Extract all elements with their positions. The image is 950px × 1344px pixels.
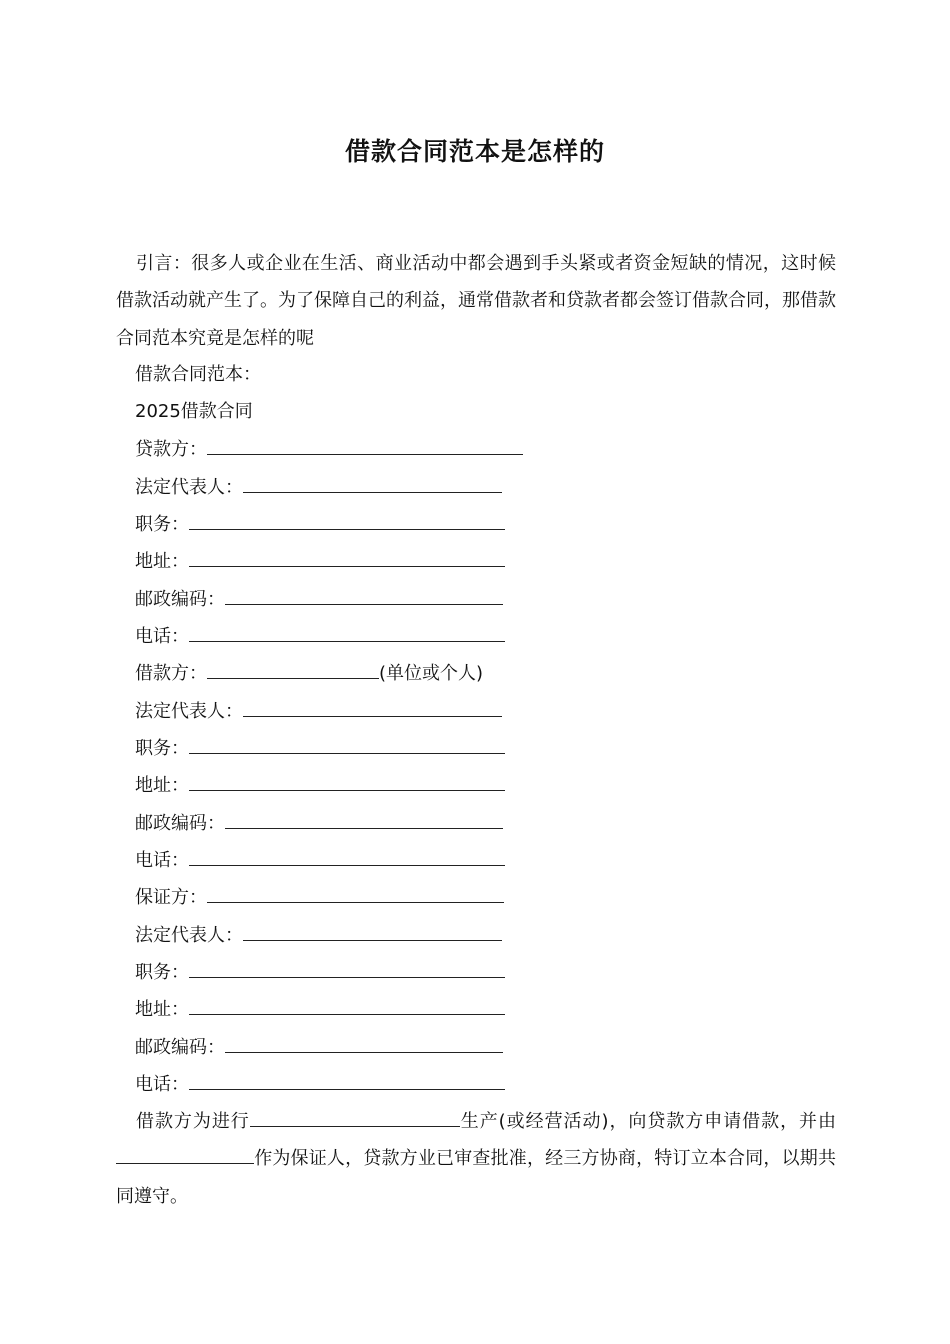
field-label: 邮政编码： bbox=[135, 813, 225, 834]
section-label: 借款合同范本： bbox=[135, 364, 261, 385]
contract-title: 2025借款合同 bbox=[135, 401, 253, 422]
field-row bbox=[135, 472, 502, 503]
fill-blank[interactable] bbox=[225, 1032, 503, 1053]
closing-paragraph bbox=[116, 1103, 836, 1215]
fill-blank[interactable] bbox=[207, 658, 379, 679]
field-row bbox=[135, 957, 505, 988]
field-label: 保证方： bbox=[135, 887, 207, 908]
intro-paragraph: 引言：很多人或企业在生活、商业活动中都会遇到手头紧或者资金短缺的情况，这时候借款活动就产生了。为了保障自己的利益，通常借款者和贷款者都会签订借款合同，那借款合同范本究竟是怎样的呢 bbox=[116, 253, 836, 349]
field-label: 法定代表人： bbox=[135, 701, 243, 722]
fill-blank[interactable] bbox=[243, 472, 502, 493]
field-row bbox=[135, 882, 504, 913]
field-row bbox=[135, 658, 483, 689]
field-label: 地址： bbox=[135, 999, 189, 1020]
field-label: 邮政编码： bbox=[135, 589, 225, 610]
fill-blank[interactable] bbox=[207, 882, 504, 903]
field-row bbox=[135, 621, 505, 652]
fill-blank[interactable] bbox=[243, 696, 502, 717]
field-label: 电话： bbox=[135, 626, 189, 647]
fill-blank[interactable] bbox=[189, 621, 505, 642]
field-row bbox=[135, 1032, 503, 1063]
closing-text-1: 借款方为进行 bbox=[136, 1111, 250, 1132]
field-row bbox=[135, 434, 523, 465]
fill-blank[interactable] bbox=[189, 546, 505, 567]
fill-blank[interactable] bbox=[243, 920, 502, 941]
closing-text-2: 生产(或经营活动)，向贷款方申请借款，并由 bbox=[459, 1111, 837, 1132]
field-label: 借款方： bbox=[135, 663, 207, 684]
field-label: 贷款方： bbox=[135, 439, 207, 460]
field-row bbox=[135, 509, 505, 540]
fill-blank[interactable] bbox=[207, 434, 523, 455]
fill-blank[interactable] bbox=[189, 845, 505, 866]
document-title: 借款合同范本是怎样的 bbox=[344, 137, 605, 166]
fill-blank[interactable] bbox=[189, 1069, 505, 1090]
fill-blank[interactable] bbox=[189, 770, 505, 791]
fill-blank[interactable] bbox=[189, 957, 505, 978]
field-label: 职务： bbox=[135, 962, 189, 983]
field-label: 职务： bbox=[135, 514, 189, 535]
field-row bbox=[135, 808, 503, 839]
field-row bbox=[135, 845, 505, 876]
field-label: 地址： bbox=[135, 775, 189, 796]
field-row bbox=[135, 546, 505, 577]
field-label: 地址： bbox=[135, 551, 189, 572]
field-row bbox=[135, 584, 503, 615]
field-row bbox=[135, 733, 505, 764]
fill-blank[interactable] bbox=[189, 994, 505, 1015]
field-row bbox=[135, 994, 505, 1025]
field-label: 法定代表人： bbox=[135, 477, 243, 498]
field-label: 职务： bbox=[135, 738, 189, 759]
fill-blank[interactable] bbox=[116, 1143, 254, 1164]
field-row bbox=[135, 920, 502, 951]
fill-blank[interactable] bbox=[225, 808, 503, 829]
field-label: 法定代表人： bbox=[135, 925, 243, 946]
fill-blank[interactable] bbox=[189, 509, 505, 530]
field-row bbox=[135, 1069, 505, 1100]
fill-blank[interactable] bbox=[225, 584, 503, 605]
field-row bbox=[135, 770, 505, 801]
fill-blank[interactable] bbox=[189, 733, 505, 754]
closing-text-3: 作为保证人，贷款方业已审查批准，经三方协商，特订立本合同，以期共同遵守。 bbox=[116, 1148, 836, 1207]
field-suffix: (单位或个人) bbox=[379, 663, 484, 684]
field-label: 电话： bbox=[135, 1074, 189, 1095]
field-row bbox=[135, 696, 502, 727]
field-label: 邮政编码： bbox=[135, 1037, 225, 1058]
fill-blank[interactable] bbox=[250, 1106, 460, 1127]
field-label: 电话： bbox=[135, 850, 189, 871]
